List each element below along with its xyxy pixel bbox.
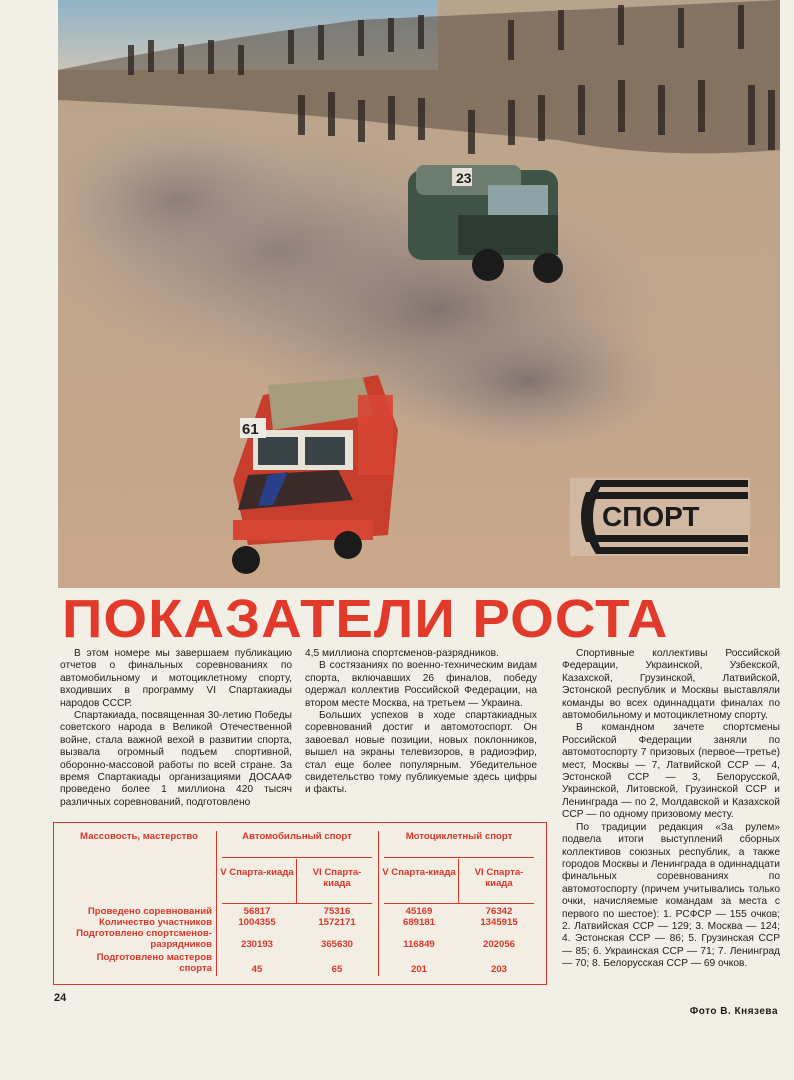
table-cell: 201: [410, 964, 427, 975]
table-sub-vi-moto: VI Спарта-киада: [474, 867, 524, 889]
table-row-label: Подготовлено мастеров спорта: [96, 952, 212, 974]
paragraph: Больших успехов в ходе спартакиадных соревнований достиг и автомотоспорт. Он завоевал новые позиции, новых поклонников, вышел на экраны телевизоров, в радиоэфир, стал еще более популярным. Убедительное свидетельство тому публикуемые здесь цифры и факты.: [305, 710, 537, 796]
table-cell: 116849: [403, 939, 435, 950]
sport-logo: [570, 478, 750, 556]
table-cell: 65: [331, 964, 343, 975]
paragraph: Спартакиада, посвященная 30-летию Победы советского народа в Великой Отечественной войне, стала важной вехой в развитии спорта, вызвала огромный подъем спортивной, оборонно-массовой работы по всей стране. За время Спартакиады организациями ДОСААФ проведено более 1 миллиона 420 тысяч различных соревнований, подготовлено: [60, 710, 292, 808]
table-sub-v-auto: V Спарта-киада: [220, 867, 294, 878]
headline: ПОКАЗАТЕЛИ РОСТА: [62, 589, 669, 649]
table-cell: 689181: [402, 917, 435, 928]
table-row-label: Подготовлено спортсменов-разрядников: [76, 928, 212, 950]
table-group-auto: Автомобильный спорт: [242, 831, 352, 842]
text-column-2: [305, 648, 537, 797]
table-row-label: Количество участников: [99, 917, 212, 928]
paragraph: По традиции редакция «За рулем» подвела итоги выступлений сборных коллективов союзных республик, а также городов Москвы и Ленинграда в одиннадцати финальных соревнованиях по автомотоспорту (причем учитывались только очки, начисляемые командам за места с первого по шестое): 1. РСФСР — 155 очков; 2. Латвийская ССР — 129; 3. Москва — 124; 4. Эстонская ССР — 86; 5. Грузинская ССР — 85; 6. Украинская ССР — 71; 7. Ленинград — 70; 8. Белорусская ССР — 69 очков.: [562, 821, 780, 970]
table-cell: 203: [490, 964, 507, 975]
paragraph: В этом номере мы завершаем публикацию отчетов о финальных соревнованиях по автомобильному и мотоциклетному спорту, входивших в программу VI Спартакиады народов СССР.: [60, 648, 292, 709]
car-number-top: 23: [456, 170, 472, 186]
car-number-bottom: 61: [242, 421, 259, 438]
sport-logo-text: СПОРТ: [602, 501, 700, 532]
table-row-label: Проведено соревнований: [87, 906, 212, 917]
page-number: 24: [54, 992, 67, 1004]
table-cell: 202056: [482, 939, 515, 950]
table-cell: 56817: [243, 906, 271, 917]
paragraph: В командном зачете спортсмены Российской Федерации заняли по автомотоспорту 7 призовых (первое—третье) мест, Москвы — 7, Латвийской ССР — 4, Эстонской ССР — 3, Белорусской, Украинской, Литовской, Грузинской ССР и Ленинграда — по 2, Молдавской и Казахской ССР — по одному призовому месту.: [562, 722, 780, 821]
table-cell: 1572171: [318, 917, 356, 928]
paragraph: 4,5 миллиона спортсменов-разрядников.: [305, 648, 499, 659]
photo-credit: Фото В. Князева: [689, 1006, 778, 1017]
table-cell: 45: [251, 964, 263, 975]
table-group-moto: Мотоциклетный спорт: [405, 831, 513, 842]
text-column-3: [562, 648, 780, 971]
table-corner-header: Массовость, мастерство: [80, 831, 198, 842]
text-column-1: [60, 648, 292, 809]
table-cell: 75316: [323, 906, 351, 917]
table-sub-vi-auto: VI Спарта-киада: [312, 867, 362, 889]
table-cell: 1004355: [238, 917, 276, 928]
table-cell: 230193: [240, 939, 273, 950]
table-cell: 76342: [485, 906, 513, 917]
paragraph: Спортивные коллективы Российской Федерации, Украинской, Узбекской, Казахской, Грузинской, Латвийской, Эстонской республик и Москвы выставляли команды во всех одиннадцати финалах по автомобильному и мотоциклетному спорту.: [562, 648, 780, 722]
paragraph: В состязаниях по военно-техническим видам спорта, включавших 26 финалов, победу одержал коллектив Российской Федерации, на втором месте Москва, на третьем — Украина.: [305, 660, 537, 709]
table-cell: 365630: [320, 939, 353, 950]
table-cell: 45169: [405, 906, 433, 917]
table-cell: 1345915: [480, 917, 518, 928]
table-sub-v-moto: V Спарта-киада: [382, 867, 456, 878]
stats-table: [53, 822, 547, 985]
